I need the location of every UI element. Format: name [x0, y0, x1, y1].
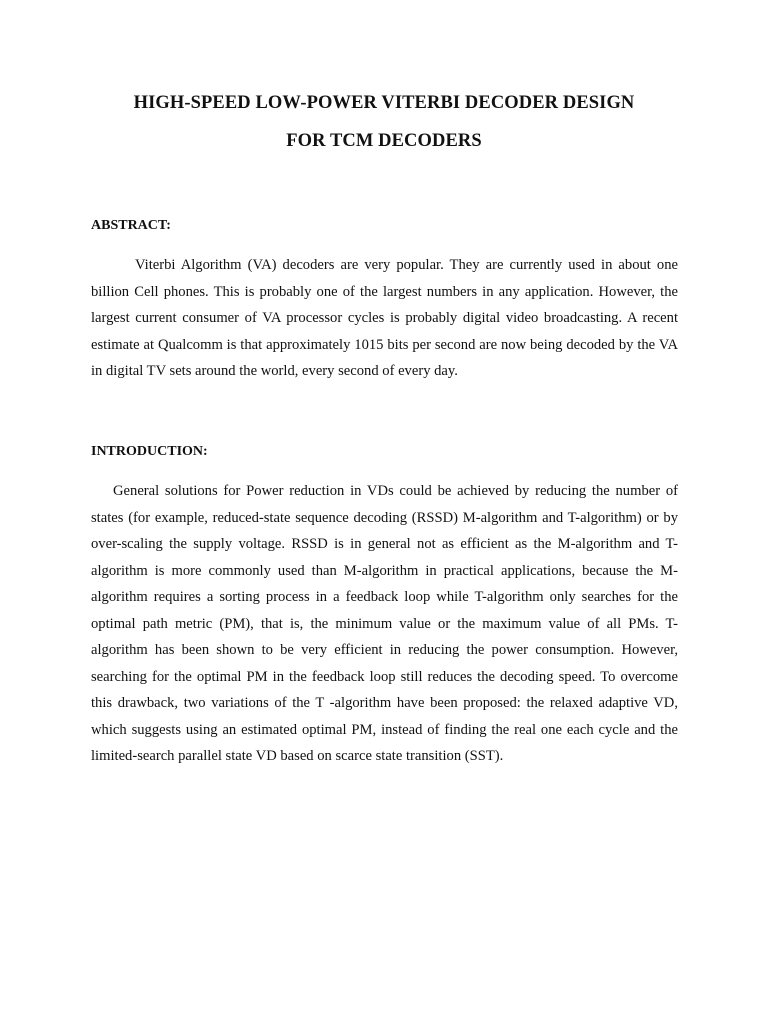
- paper-title-line-1: HIGH-SPEED LOW-POWER VITERBI DECODER DESIGN: [133, 93, 635, 113]
- paper-title-line-2: FOR TCM DECODERS: [286, 131, 482, 151]
- introduction-heading: INTRODUCTION:: [91, 444, 208, 459]
- abstract-paragraph: Viterbi Algorithm (VA) decoders are very popular. They are currently used in about one billion Cell phones. This is probably one of the largest numbers in any application. However, the largest current consumer of VA processor cycles is probably digital video broadcasting. A recent estimate at Qualcomm is that approximately 1015 bits per second are now being decoded by the VA in digital TV sets around the world, every second of every day.: [91, 257, 678, 379]
- introduction-paragraph: General solutions for Power reduction in VDs could be achieved by reducing the number of states (for example, reduced-state sequence decoding (RSSD) M-algorithm and T-algorithm) or by over-scaling the supply voltage. RSSD is in general not as efficient as the M-algorithm and T-algorithm is more commonly used than M-algorithm in practical applications, because the M-algorithm requires a sorting process in a feedback loop while T-algorithm only searches for the optimal path metric (PM), that is, the minimum value or the maximum value of all PMs. T-algorithm has been shown to be very efficient in reducing the power consumption. However, searching for the optimal PM in the feedback loop still reduces the decoding speed. To overcome this drawback, two variations of the T -algorithm have been proposed: the relaxed adaptive VD, which suggests using an estimated optimal PM, instead of finding the real one each cycle and the limited-search parallel state VD based on scarce state transition (SST).: [91, 483, 678, 764]
- abstract-heading: ABSTRACT:: [91, 218, 171, 233]
